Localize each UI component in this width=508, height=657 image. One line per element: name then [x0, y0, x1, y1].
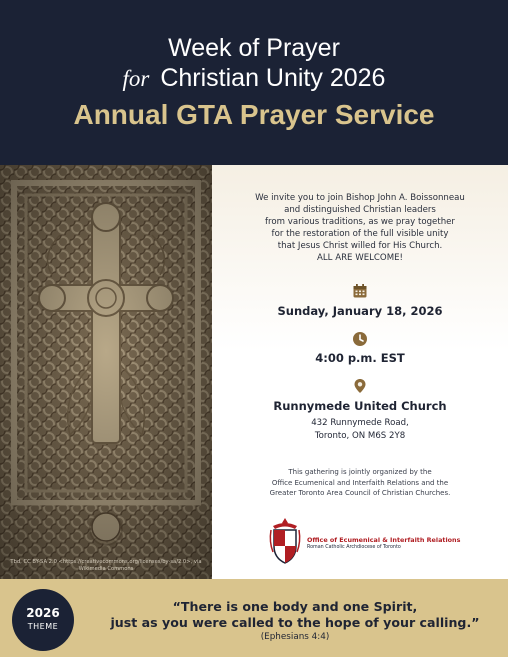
header-banner: [0, 0, 508, 165]
location-pin-icon: [352, 378, 368, 394]
invitation-line: that Jesus Christ willed for His Church.: [277, 241, 443, 251]
event-time: 4:00 p.m. EST: [315, 351, 405, 365]
venue-address-line-2: Toronto, ON M6S 2Y8: [314, 431, 406, 441]
title-line-2: [0, 63, 508, 94]
scripture-reference: (Ephesians 4:4): [260, 632, 330, 642]
theme-label: THEME: [27, 622, 59, 631]
organizers-text: [226, 467, 494, 499]
crest-icon: [267, 516, 303, 566]
organizers-line: Office Ecumenical and Interfaith Relations and the: [271, 478, 449, 487]
page-subtitle: Annual GTA Prayer Service: [73, 99, 435, 130]
invitation-text: [222, 192, 498, 264]
event-info-panel: [212, 165, 508, 579]
invitation-line: from various traditions, as we pray together: [265, 217, 455, 227]
calendar-icon: [352, 283, 368, 299]
event-date: Sunday, January 18, 2026: [277, 304, 443, 318]
theme-badge: [12, 589, 74, 651]
event-venue: Runnymede United Church: [273, 399, 447, 413]
carved-cross-stone-image: [0, 165, 212, 579]
theme-year: 2026: [26, 606, 60, 620]
organizers-line: This gathering is jointly organized by the: [288, 468, 432, 476]
clock-icon: [352, 331, 368, 347]
logo-archdiocese-name: Roman Catholic Archdiocese of Toronto: [307, 545, 401, 550]
theme-footer: [0, 579, 508, 657]
all-welcome-line: ALL ARE WELCOME!: [317, 253, 403, 263]
invitation-line: and distinguished Christian leaders: [284, 205, 436, 215]
theme-quote-line-2: just as you were called to the hope of your calling.”: [110, 615, 480, 630]
organizers-line: Greater Toronto Area Council of Christian Churches.: [269, 489, 451, 497]
invitation-line: for the restoration of the full visible unity: [271, 229, 449, 239]
archdiocese-logo: [267, 516, 461, 566]
khachkar-photo: [0, 165, 212, 579]
venue-address-line-1: 432 Runnymede Road,: [311, 418, 409, 428]
title-for: for: [122, 66, 150, 91]
invitation-line: We invite you to join Bishop John A. Boissonneau: [255, 193, 465, 203]
photo-credit: Tbd, CC BY-SA 2.0 <https://creativecommons.org/licenses/by-sa/2.0>, via Wikimedia Commons: [10, 559, 202, 572]
theme-quote-line-1: “There is one body and one Spirit,: [172, 599, 418, 614]
title-christian-unity: Christian Unity 2026: [160, 64, 386, 92]
title-line-1: Week of Prayer: [168, 34, 340, 62]
logo-office-name: Office of Ecumenical & Interfaith Relations: [307, 536, 461, 544]
